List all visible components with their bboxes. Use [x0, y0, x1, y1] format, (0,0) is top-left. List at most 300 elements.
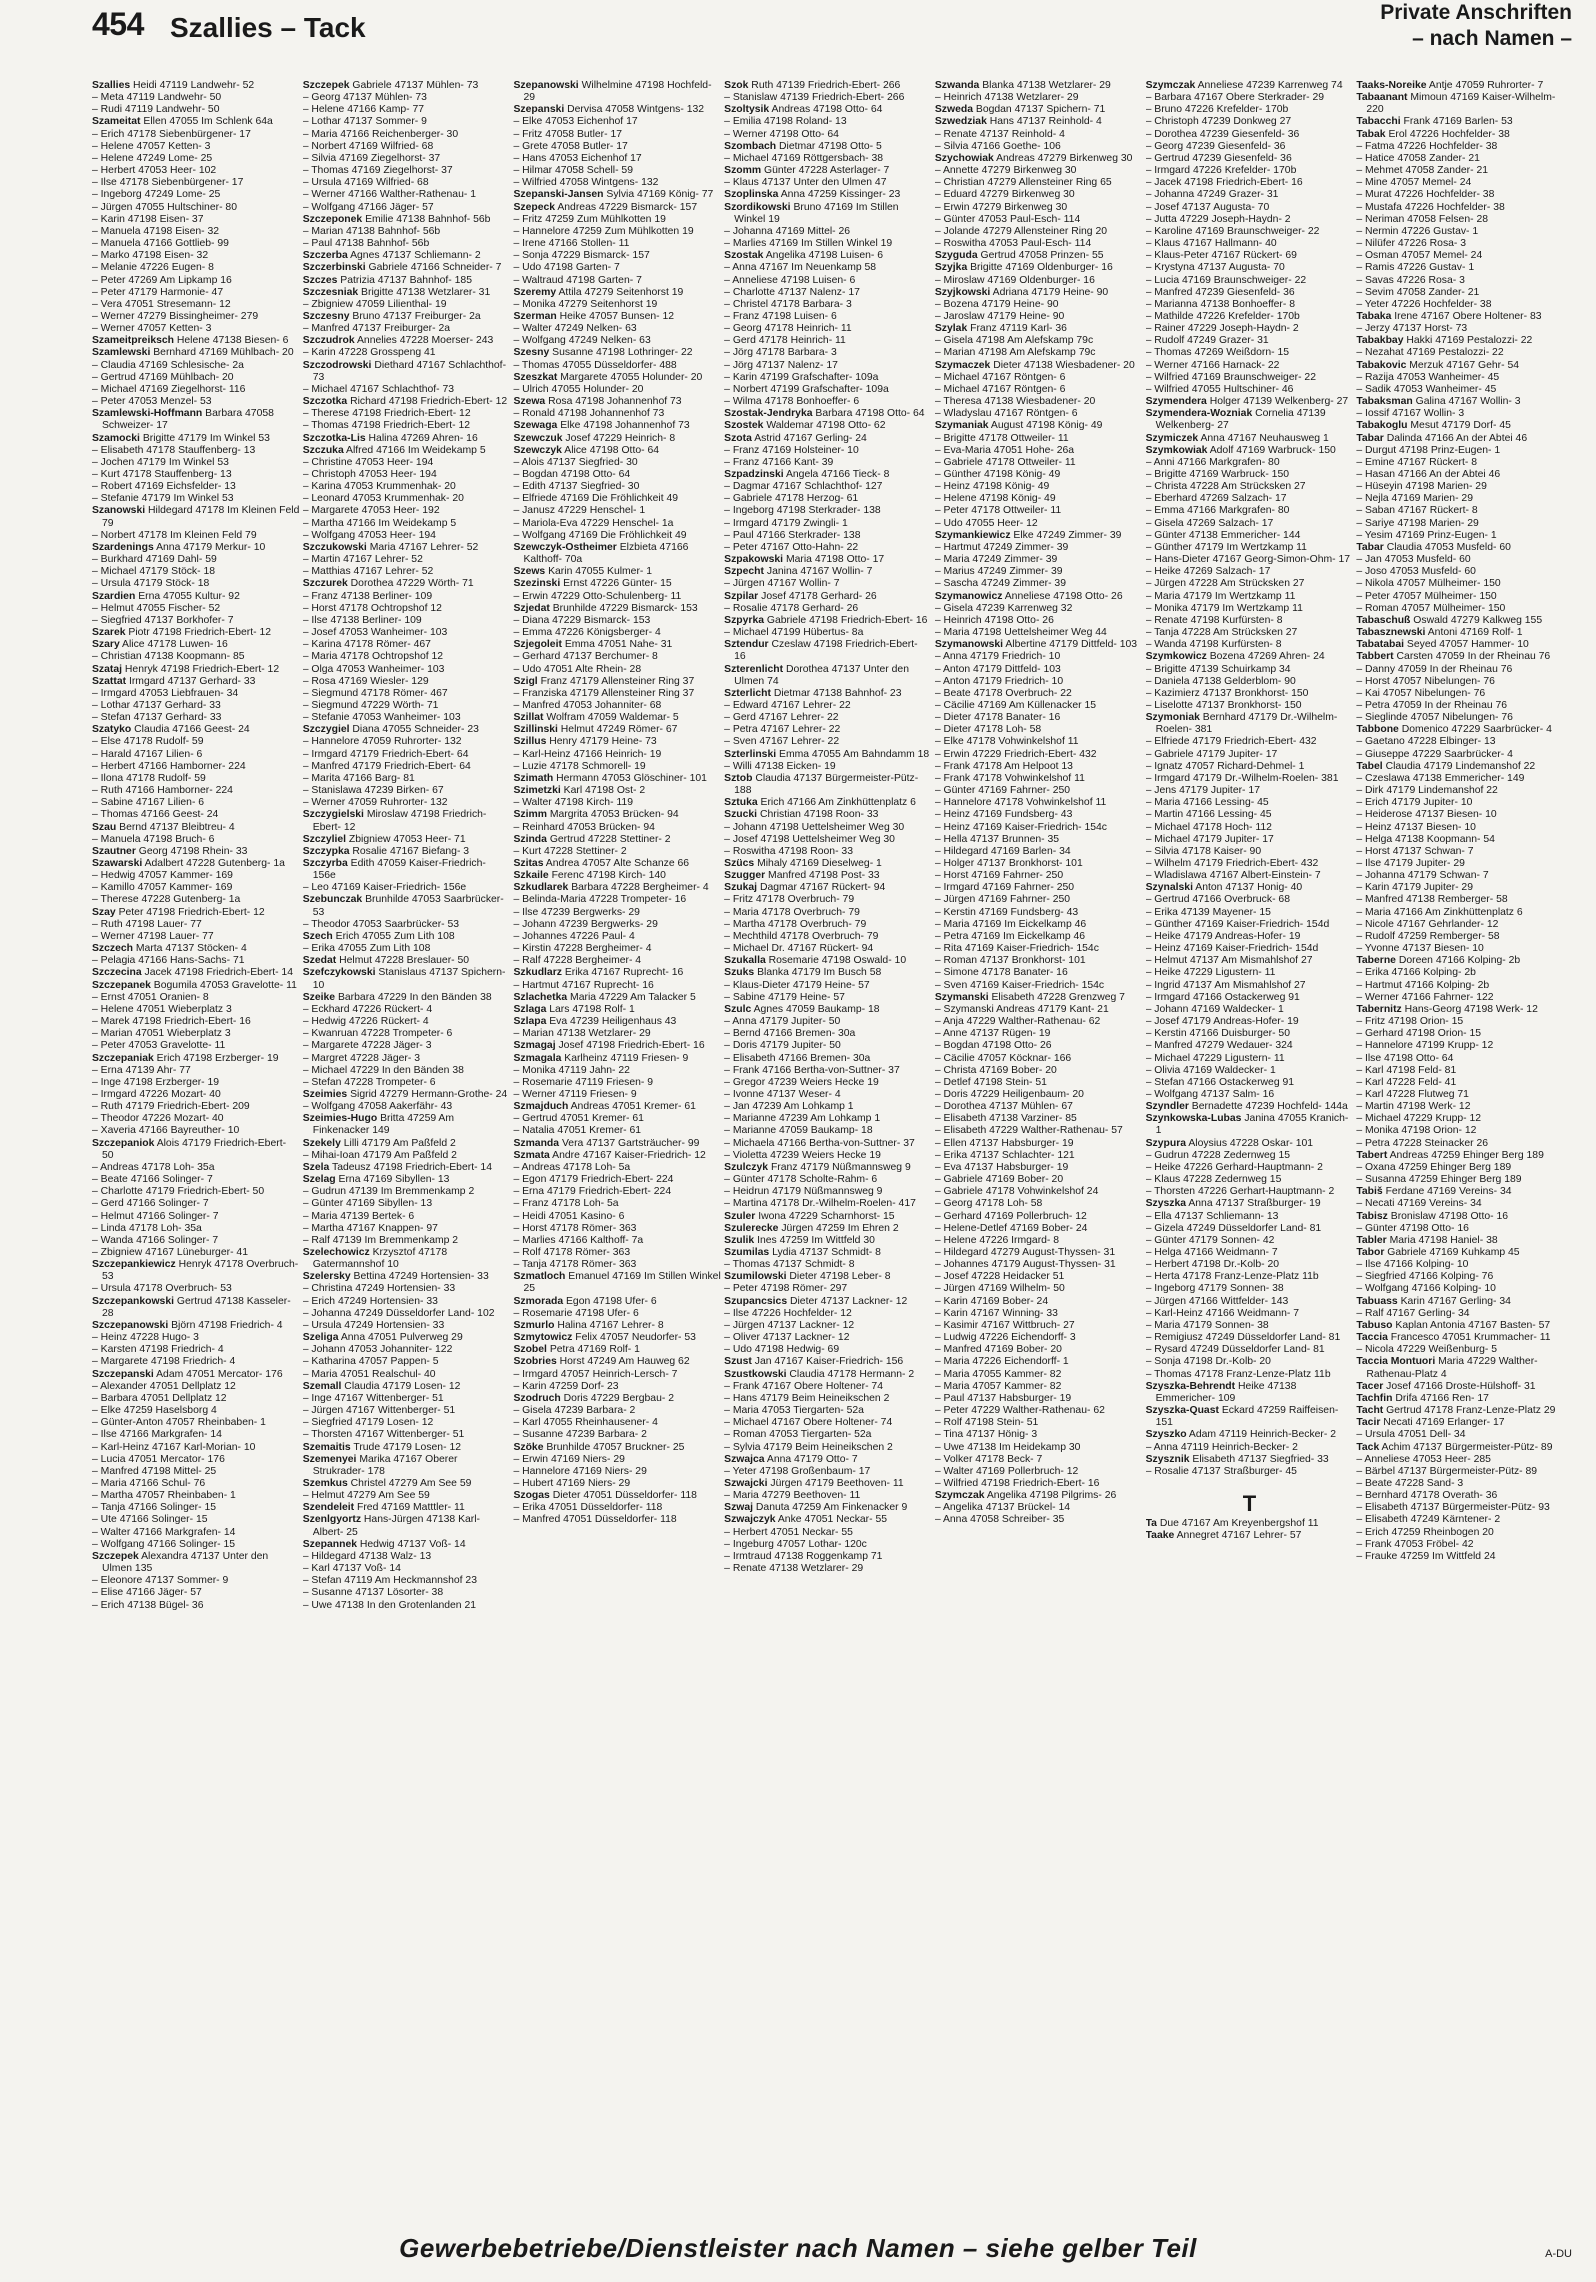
directory-entry: – Karina 47178 Römer- 467 [302, 639, 431, 651]
directory-entry: – Mathilde 47226 Krefelder- 170b [1145, 310, 1300, 322]
surname: Szkudlarz [513, 967, 562, 979]
directory-entry: – Harald 47167 Lilien- 6 [92, 748, 203, 760]
surname: Szendeleit [302, 1502, 355, 1514]
directory-entry: Szmagala Karlheinz 47119 Friesen- 9 [513, 1052, 689, 1064]
directory-entry: – Michael 47167 Röntgen- 6 [934, 371, 1066, 383]
directory-entry: – Karoline 47169 Braunschweiger- 22 [1145, 225, 1320, 237]
directory-entry: Szigl Franz 47179 Allensteiner Ring 37 [513, 675, 695, 687]
directory-entry: Szeimies-Hugo Britta 47259 Am Finkenacker 149 [302, 1113, 455, 1137]
directory-entry: Szeliga Anna 47051 Pulverweg 29 [302, 1332, 463, 1344]
directory-entry: – Brigitte 47169 Warbruck- 150 [1145, 469, 1290, 480]
directory-entry: – Erich 47179 Jupiter- 10 [1356, 797, 1473, 809]
directory-entry: – Fritz 47198 Orion- 15 [1356, 1016, 1464, 1028]
surname: Szypura [1145, 1137, 1187, 1149]
surname: Taake [1145, 1530, 1175, 1542]
directory-entry: – Martin 47198 Werk- 12 [1356, 1101, 1471, 1113]
surname: Szymiczek [1145, 432, 1199, 444]
surname: Szczyrba [302, 858, 348, 869]
surname: Szeremy [513, 286, 557, 298]
surname: Szillinski [513, 724, 558, 736]
directory-entry: Szattat Irmgard 47137 Gerhard- 33 [92, 675, 256, 687]
directory-entry: Szyszka Anna 47137 Straßburger- 19 [1145, 1198, 1321, 1210]
surname: Tabakovic [1356, 359, 1407, 371]
directory-entry: – Christel 47178 Barbara- 3 [724, 298, 852, 310]
directory-entry: – Stanislawa 47239 Birken- 67 [302, 785, 444, 797]
directory-entry: – Rosalie 47137 Straßburger- 45 [1145, 1465, 1297, 1477]
directory-entry: – Beate 47166 Solinger- 7 [92, 1174, 213, 1186]
directory-entry: – Eva-Maria 47051 Hohe- 26a [934, 444, 1075, 456]
directory-entry: – Marian 47138 Bahnhof- 56b [302, 225, 441, 237]
surname: Szattat [92, 675, 127, 687]
surname: Szmata [513, 1149, 550, 1161]
surname: Sztendur [724, 639, 769, 651]
directory-entry: Szkaile Ferenc 47198 Kirch- 140 [513, 870, 666, 882]
directory-entry: Szordikowski Bruno 47169 Im Stillen Winkel 19 [724, 201, 899, 225]
directory-entry: Szyszka-Behrendt Heike 47138 Emmericher- 109 [1145, 1380, 1297, 1404]
directory-entry: Szamocki Brigitte 47179 Im Winkel 53 [92, 432, 270, 444]
surname: Szepanski [513, 104, 565, 116]
directory-entry: Szpadzinski Angela 47166 Tieck- 8 [724, 469, 890, 480]
letter-heading: T [1242, 1490, 1257, 1516]
directory-entry: Szczesny Bruno 47137 Freiburger- 2a [302, 310, 481, 322]
directory-entry: – Horst 47178 Ochtropshof 12 [302, 602, 442, 614]
directory-entry: – Karin 47199 Grafschafter- 109a [724, 371, 879, 383]
directory-entry: – Karin 47167 Winning- 33 [934, 1307, 1058, 1319]
directory-entry: – Mechthild 47178 Overbruch- 79 [724, 930, 879, 942]
directory-entry: – Theresa 47138 Wiesbadener- 20 [934, 396, 1096, 408]
directory-entry: – Beate 47178 Overbruch- 22 [934, 687, 1072, 699]
surname: Szarek [92, 627, 126, 639]
directory-entry: – Johanna 47249 Düsseldorfer Land- 102 [302, 1307, 495, 1319]
directory-entry: – Karl 47137 Voß- 14 [302, 1563, 401, 1575]
directory-entry: – Christoph 47053 Heer- 194 [302, 469, 437, 480]
directory-entry: Szymczak Anneliese 47239 Karrenweg 74 [1145, 80, 1343, 91]
directory-entry: – Paul 47138 Bahnhof- 56b [302, 238, 430, 250]
surname: Szeliga [302, 1332, 339, 1344]
directory-entry: – Maria 47166 Am Zinkhüttenplatz 6 [1356, 906, 1523, 918]
directory-entry: – Siegmund 47229 Wörth- 71 [302, 699, 439, 711]
directory-entry: Szmagaj Josef 47198 Friedrich-Ebert- 16 [513, 1040, 705, 1052]
directory-entry: – Murat 47226 Hochfelder- 38 [1356, 189, 1495, 201]
directory-entry: – Frank 47053 Fröbel- 42 [1356, 1538, 1474, 1550]
directory-entry: – Helga 47166 Weidmann- 7 [1145, 1247, 1278, 1258]
directory-entry: – Oxana 47259 Ehinger Berg 189 [1356, 1161, 1512, 1173]
directory-entry: – Nezahat 47169 Pestalozzi- 22 [1356, 347, 1504, 359]
directory-entry: Szyszko Adam 47119 Heinrich-Becker- 2 [1145, 1429, 1336, 1441]
surname: Szomm [724, 165, 762, 177]
directory-entry: – Wolfgang 47169 Die Fröhlichkeit 49 [513, 529, 687, 541]
directory-entry: Szynalski Anton 47137 Honig- 40 [1145, 882, 1303, 894]
surname: Szczesny [302, 310, 350, 322]
directory-entry: Szary Alice 47178 Luwen- 16 [92, 639, 228, 651]
surname: Szok [724, 80, 749, 91]
directory-entry: – Maria 47139 Bertek- 6 [302, 1210, 415, 1222]
directory-entry: – Ellen 47137 Habsburger- 19 [934, 1137, 1074, 1149]
directory-entry: – Petra 47169 Im Eickelkamp 46 [934, 930, 1086, 942]
surname: Szczerba [302, 250, 348, 262]
directory-entry: Szeike Barbara 47229 In den Bänden 38 [302, 991, 492, 1003]
directory-entry: – Elisabeth 47249 Kärntener- 2 [1356, 1514, 1501, 1526]
surname: Tabert [1356, 1149, 1388, 1161]
surname: Szitas [513, 858, 544, 869]
directory-entry: – Erwin 47229 Friedrich-Ebert- 432 [934, 748, 1097, 760]
directory-entry: Tabaschuß Oswald 47279 Kalkweg 155 [1356, 614, 1543, 626]
directory-entry: – Nicole 47167 Gehrlander- 12 [1356, 918, 1499, 930]
directory-entry: – Christina 47249 Hortensien- 33 [302, 1283, 456, 1295]
directory-entry: – Heidi 47051 Kasino- 6 [513, 1210, 625, 1222]
surname: Szjedat [513, 602, 550, 614]
directory-entry: Szimm Margrita 47053 Brücken- 94 [513, 809, 679, 821]
directory-entry: – Roswitha 47198 Roon- 33 [724, 845, 853, 857]
directory-entry: – Eleonore 47137 Sommer- 9 [92, 1575, 229, 1587]
directory-entry: – Stefanie 47053 Wanheimer- 103 [302, 712, 461, 724]
directory-entry: – Eberhard 47269 Salzach- 17 [1145, 493, 1287, 505]
directory-entry: – Kasimir 47167 Wittbruch- 27 [934, 1319, 1075, 1331]
directory-entry: – Jaroslaw 47179 Heine- 90 [934, 310, 1065, 322]
directory-entry: Szust Jan 47167 Kaiser-Friedrich- 156 [724, 1356, 904, 1368]
directory-entry: – Gisela 47269 Salzach- 17 [1145, 517, 1274, 529]
directory-entry: Tabler Maria 47198 Haniel- 38 [1356, 1234, 1498, 1246]
directory-entry: – Elke 47053 Eichenhof 17 [513, 116, 638, 128]
directory-entry: – Rainer 47229 Joseph-Haydn- 2 [1145, 323, 1299, 335]
directory-entry: Taccia Montuori Maria 47229 Walther-Rathenau-Platz 4 [1356, 1356, 1538, 1380]
surname: Tabasznewski [1356, 627, 1426, 639]
directory-entry: – Martha 47057 Rheinbaben- 1 [92, 1490, 236, 1502]
directory-entry: – Kerstin 47166 Duisburger- 50 [1145, 1028, 1290, 1040]
directory-entry: – Elisabeth 47166 Bremen- 30a [724, 1052, 871, 1064]
directory-entry: – Frank 47167 Obere Holtener- 74 [724, 1380, 883, 1392]
directory-entry: – Ursula 47178 Overbruch- 53 [92, 1283, 232, 1295]
directory-column [303, 80, 514, 2220]
directory-entry: Szucki Christian 47198 Roon- 33 [724, 809, 879, 821]
surname: Tabacchi [1356, 116, 1401, 128]
directory-entry: Szupancsics Dieter 47137 Lackner- 12 [724, 1295, 908, 1307]
surname: Szyjka [934, 262, 968, 274]
directory-entry: – Susanna 47259 Ehinger Berg 189 [1356, 1174, 1522, 1186]
directory-entry: Szczepanski Adam 47051 Mercator- 176 [92, 1368, 283, 1380]
directory-entry: – Natalia 47051 Kremer- 61 [513, 1125, 642, 1137]
directory-entry: – Ilse 47166 Markgrafen- 14 [92, 1429, 222, 1441]
directory-entry: Szymiczek Anna 47167 Neuhausweg 1 [1145, 432, 1329, 444]
directory-entry: – Heinrich 47138 Wetzlarer- 29 [934, 92, 1079, 104]
directory-entry: – Manfred 47137 Freiburger- 2a [302, 323, 451, 335]
directory-entry: Tabaksman Galina 47167 Wollin- 3 [1356, 396, 1521, 408]
directory-entry: – Ronald 47198 Johannenhof 73 [513, 408, 665, 420]
directory-entry: – Elisabeth 47178 Stauffenberg- 13 [92, 444, 256, 456]
directory-entry: – Uwe 47138 Im Heidekamp 30 [934, 1441, 1081, 1453]
directory-entry: Szmanda Vera 47137 Gartsträucher- 99 [513, 1137, 700, 1149]
directory-column [1146, 80, 1357, 2220]
surname: Szczotka-Lis [302, 432, 366, 444]
surname: Tabiš [1356, 1186, 1383, 1198]
directory-entry: – Karin 47179 Jupiter- 29 [1356, 882, 1473, 894]
directory-entry: – Tina 47137 Hönig- 3 [934, 1429, 1038, 1441]
surname: Szczepaniak [92, 1052, 154, 1064]
surname: Szterlinski [724, 748, 777, 760]
directory-entry: Sztob Claudia 47137 Bürgermeister-Pütz- 188 [724, 772, 919, 797]
directory-entry: – Klaus-Peter 47167 Rückert- 69 [1145, 250, 1297, 262]
directory-entry: – Bruno 47226 Krefelder- 170b [1145, 104, 1289, 116]
directory-entry: Szardenings Anna 47179 Merkur- 10 [92, 541, 266, 553]
directory-entry: – Peter 47167 Otto-Hahn- 22 [724, 541, 859, 553]
directory-entry: Szczudrok Annelies 47228 Moerser- 243 [302, 335, 494, 347]
directory-entry: – Helene-Detlef 47169 Bober- 24 [934, 1222, 1088, 1234]
directory-entry: – Maria 47178 Overbruch- 79 [724, 906, 860, 918]
directory-entry: Tabasznewski Antoni 47169 Rolf- 1 [1356, 627, 1523, 639]
directory-entry: – Ilse 47198 Otto- 64 [1356, 1052, 1454, 1064]
directory-entry: – Ingrid 47137 Am Mismahlshof 27 [1145, 979, 1306, 991]
surname: Szameitpreiksch [92, 335, 175, 347]
directory-entry: – Anja 47229 Walther-Rathenau- 62 [934, 1016, 1101, 1028]
surname: Szczodrowski [302, 359, 372, 371]
directory-entry: Szemkus Christel 47279 Am See 59 [302, 1477, 472, 1489]
directory-entry: Szewa Rosa 47198 Johannenhof 73 [513, 396, 682, 408]
directory-entry: – Manfred 47138 Remberger- 58 [1356, 894, 1508, 906]
directory-entry: – Thomas 47269 Weißdorn- 15 [1145, 347, 1290, 359]
directory-entry: Szombach Dietmar 47198 Otto- 5 [724, 140, 882, 152]
directory-entry: – Franz 47198 Luisen- 6 [724, 310, 837, 322]
directory-entry: – Gregor 47239 Weiers Hecke 19 [724, 1076, 879, 1088]
directory-entry: – Martha 47167 Knappen- 97 [302, 1222, 438, 1234]
directory-entry: Szau Bernd 47137 Bleibtreu- 4 [92, 821, 235, 833]
directory-entry: – Marianna 47138 Bonhoeffer- 8 [1145, 298, 1296, 310]
directory-entry: – Wilfried 47058 Wintgens- 132 [513, 177, 659, 189]
surname: Szczepankiewicz [92, 1259, 176, 1271]
page-header [0, 0, 1596, 64]
directory-entry: – Therese 47198 Friedrich-Ebert- 12 [302, 408, 471, 420]
directory-entry: Tacer Josef 47166 Droste-Hülshoff- 31 [1356, 1380, 1536, 1392]
surname: Szynkowska-Lubas [1145, 1113, 1242, 1125]
directory-entry: – Karin 47228 Grosspeng 41 [302, 347, 436, 359]
directory-entry: Szeremy Attila 47279 Seitenhorst 19 [513, 286, 684, 298]
directory-entry: Szczepaniak Erich 47198 Erzberger- 19 [92, 1052, 279, 1064]
directory-entry: Szmurlo Halina 47167 Lehrer- 8 [513, 1319, 664, 1331]
directory-entry: Szendeleit Fred 47169 Matttler- 11 [302, 1502, 465, 1514]
directory-entry: – Helmut 47055 Fischer- 52 [92, 602, 221, 614]
directory-entry: – Erika 47166 Kolping- 2b [1356, 967, 1476, 979]
directory-entry: – Andreas 47178 Loh- 35a [92, 1161, 215, 1173]
directory-entry: – Miroslaw 47169 Oldenburger- 16 [934, 274, 1095, 286]
directory-entry: – Ursula 47169 Wilfried- 68 [302, 177, 429, 189]
directory-entry: – Michael 47178 Hoch- 112 [1145, 821, 1272, 833]
directory-entry: – Hatice 47058 Zander- 21 [1356, 152, 1480, 164]
directory-entry: – Michael 47167 Röntgen- 6 [934, 383, 1066, 395]
directory-entry: – Angelika 47137 Brückel- 14 [934, 1502, 1071, 1514]
directory-entry: – Eva 47137 Habsburger- 19 [934, 1161, 1069, 1173]
directory-entry: – Hüseyin 47198 Marien- 29 [1356, 481, 1487, 493]
directory-entry: – Simone 47178 Banater- 16 [934, 967, 1068, 979]
surname: Szallies [92, 80, 131, 91]
directory-entry: – Elise 47166 Jäger- 57 [92, 1587, 202, 1599]
directory-entry: – Horst 47178 Römer- 363 [513, 1222, 637, 1234]
directory-entry: – Gerhard 47169 Pollerbruch- 12 [934, 1210, 1087, 1222]
surname: Szczudrok [302, 335, 355, 347]
section-title-line1: Private Anschriften [1380, 1, 1572, 24]
surname: Szenlgyortz [302, 1514, 362, 1526]
directory-entry: Szmata Andre 47167 Kaiser-Friedrich- 12 [513, 1149, 706, 1161]
directory-entry: – Uwe 47138 In den Grotenlanden 21 [302, 1599, 477, 1611]
surname: Tabisz [1356, 1210, 1388, 1222]
surname: Szustkowski [724, 1368, 787, 1380]
directory-entry: – Petra 47228 Steinacker 26 [1356, 1137, 1489, 1149]
directory-entry: – Martha 47178 Overbruch- 79 [724, 918, 867, 930]
directory-entry: – Necati 47169 Vereins- 34 [1356, 1198, 1482, 1210]
directory-entry: Szemenyei Marika 47167 Oberer Strukrader- 178 [302, 1453, 458, 1477]
directory-entry: – Ludwig 47226 Eichendorff- 3 [934, 1332, 1076, 1344]
directory-entry: – Wilma 47178 Bonhoeffer- 6 [724, 396, 860, 408]
directory-entry: – Jörg 47178 Barbara- 3 [724, 347, 837, 359]
directory-entry: – Ruth 47179 Friedrich-Ebert- 209 [92, 1101, 250, 1113]
directory-entry: – Karl 47198 Feld- 81 [1356, 1064, 1457, 1076]
directory-entry: – Stefan 47166 Ostackerweg 91 [1145, 1076, 1295, 1088]
directory-entry: Szczecina Jacek 47198 Friedrich-Ebert- 14 [92, 967, 293, 979]
directory-entry: – Irmgard 47166 Ostackerweg 91 [1145, 991, 1300, 1003]
surname: Szary [92, 639, 120, 651]
directory-entry: – Marianne 47059 Baukamp- 18 [724, 1125, 873, 1137]
directory-entry: – Maria 47057 Kammer- 82 [934, 1380, 1062, 1392]
surname: Szlachetka [513, 991, 568, 1003]
surname: Szczurek [302, 578, 348, 590]
directory-entry: – Edward 47167 Lehrer- 22 [724, 699, 851, 711]
surname: Szwajcki [724, 1477, 768, 1489]
directory-entry: – Sieglinde 47057 Nibelungen- 76 [1356, 712, 1513, 724]
directory-entry: – Rosemarie 47198 Ufer- 6 [513, 1307, 639, 1319]
directory-entry: – Manfred 47179 Friedrich-Ebert- 64 [302, 760, 471, 772]
directory-entry: – Hannelore 47169 Niers- 29 [513, 1465, 647, 1477]
directory-entry: Szimetzki Karl 47198 Ost- 2 [513, 785, 646, 797]
surname: Szekely [302, 1137, 341, 1149]
directory-entry: Szymanowicz Anneliese 47198 Otto- 26 [934, 590, 1123, 602]
surname: Szukaj [724, 882, 758, 894]
directory-entry: – Rosemarie 47119 Friesen- 9 [513, 1076, 654, 1088]
directory-entry: Szymaczek Dieter 47138 Wiesbadener- 20 [934, 359, 1135, 371]
directory-entry: – Helmut 47137 Am Mismahlshof 27 [1145, 955, 1313, 967]
directory-entry: Szenlgyortz Hans-Jürgen 47138 Karl-Albert- 25 [302, 1514, 481, 1538]
directory-entry: Tabert Andreas 47259 Ehinger Berg 189 [1356, 1149, 1544, 1161]
directory-entry: – Leonard 47053 Krummenhak- 20 [302, 493, 464, 505]
surname: Szebunczak [302, 894, 363, 906]
directory-entry: Szekely Lilli 47179 Am Paßfeld 2 [302, 1137, 456, 1149]
directory-entry: – Margarete 47198 Friedrich- 4 [92, 1356, 236, 1368]
surname: Szordikowski [724, 201, 791, 213]
directory-entry: Szczyliel Zbigniew 47053 Heer- 71 [302, 833, 466, 845]
directory-entry: Taccia Francesco 47051 Krummacher- 11 [1356, 1332, 1551, 1344]
directory-entry: – Willi 47138 Eicken- 19 [724, 760, 836, 772]
surname: Tabak [1356, 128, 1386, 140]
directory-entry: – Tanja 47166 Solinger- 15 [92, 1502, 217, 1514]
surname: Szczepanski [92, 1368, 154, 1380]
directory-entry: Szterlicht Dietmar 47138 Bahnhof- 23 [724, 687, 902, 699]
directory-entry: – Danny 47059 In der Rheinau 76 [1356, 663, 1513, 675]
directory-entry: – Karin 47198 Eisen- 37 [92, 213, 204, 225]
directory-entry: – Wladyslau 47167 Röntgen- 6 [934, 408, 1078, 420]
directory-entry: Szulc Agnes 47059 Baukamp- 18 [724, 1003, 880, 1015]
directory-entry: – Franz 47138 Berliner- 109 [302, 590, 433, 602]
directory-entry: – Bozena 47179 Heine- 90 [934, 298, 1059, 310]
directory-entry: – Werner 47166 Walther-Rathenau- 1 [302, 189, 476, 201]
directory-entry: – Detlef 47198 Stein- 51 [934, 1076, 1047, 1088]
surname: Szmatloch [513, 1271, 566, 1283]
directory-entry: – Olivia 47169 Waldecker- 1 [1145, 1064, 1276, 1076]
directory-entry: – Tanja 47178 Römer- 363 [513, 1259, 637, 1271]
directory-entry: – Belinda-Maria 47228 Trompeter- 16 [513, 894, 687, 906]
directory-entry: Szczotka Richard 47198 Friedrich-Ebert- 12 [302, 396, 508, 408]
directory-entry: – Siegfried 47179 Losen- 12 [302, 1417, 434, 1429]
directory-entry: – Susanne 47137 Lösorter- 38 [302, 1587, 444, 1599]
directory-entry: – Renate 47138 Wetzlarer- 29 [724, 1563, 864, 1575]
directory-entry: – Ralf 47228 Bergheimer- 4 [513, 955, 642, 967]
directory-entry: – Helene 47226 Irmgard- 8 [934, 1234, 1060, 1246]
directory-entry: – Heinz 47169 Kaiser-Friedrich- 154d [1145, 943, 1319, 955]
directory-entry: – Wolfgang 47249 Nelken- 63 [513, 335, 651, 347]
directory-entry: – Helene 47057 Ketten- 3 [92, 140, 211, 152]
directory-entry: – Karl-Heinz 47166 Weidmann- 7 [1145, 1307, 1300, 1319]
surname: Szczepek [92, 1550, 139, 1562]
directory-entry: Szameitpreiksch Helene 47138 Biesen- 6 [92, 335, 289, 347]
surname: Szemkus [302, 1477, 348, 1489]
directory-entry: Tabor Gabriele 47169 Kuhkamp 45 [1356, 1247, 1520, 1258]
directory-entry: Szepeck Andreas 47229 Bismarck- 157 [513, 201, 698, 213]
directory-column [1356, 80, 1567, 2220]
surname: Szay [92, 906, 116, 918]
directory-entry: – Udo 47198 Hedwig- 69 [724, 1344, 840, 1356]
directory-entry: Szwajcki Jürgen 47179 Beethoven- 11 [724, 1477, 904, 1489]
directory-entry: – Martina 47178 Dr.-Wilhelm-Roelen- 417 [724, 1198, 916, 1210]
directory-entry: – Sabine 47179 Heine- 57 [724, 991, 845, 1003]
directory-entry: Szczotka-Lis Halina 47269 Ahren- 16 [302, 432, 478, 444]
directory-entry: – Elisabeth 47229 Walther-Rathenau- 57 [934, 1125, 1123, 1137]
directory-entry: Szameitat Ellen 47055 Im Schlenk 64a [92, 116, 273, 128]
directory-entry: – Ingeburg 47057 Lothar- 120c [724, 1538, 867, 1550]
directory-entry: – Wilfried 47169 Braunschweiger- 22 [1145, 371, 1316, 383]
footer-note: Gewerbebetriebe/Dienstleister nach Namen – siehe gelber Teil [399, 2233, 1197, 2263]
directory-entry: Szczepankowski Gertrud 47138 Kasseler- 28 [92, 1295, 291, 1319]
directory-entry: Tachfin Drifa 47166 Ren- 17 [1356, 1392, 1489, 1404]
directory-entry: – Marlies 47169 Im Stillen Winkel 19 [724, 238, 893, 250]
directory-entry: – Emilia 47198 Roland- 13 [724, 116, 847, 128]
surname: Szelechowicz [302, 1247, 370, 1258]
surname: Tabakoglu [1356, 420, 1408, 432]
directory-entry: – Horst 47057 Nibelungen- 76 [1356, 675, 1495, 687]
directory-entry: – Georg 47178 Heinrich- 11 [724, 323, 852, 335]
surname: Szychowiak [934, 152, 994, 164]
directory-entry: Tabernitz Hans-Georg 47198 Werk- 12 [1356, 1003, 1538, 1015]
directory-entry: – Rudolf 47249 Grazer- 31 [1145, 335, 1269, 347]
surname: Taberne [1356, 955, 1396, 967]
directory-entry: – Ilse 47179 Jupiter- 29 [1356, 858, 1465, 869]
directory-entry: – Heinrich 47198 Otto- 26 [934, 614, 1054, 626]
directory-entry: – Hannelore 47059 Ruhrorter- 132 [302, 736, 462, 748]
directory-entry: – Edith 47137 Siegfried- 30 [513, 481, 640, 493]
surname: Tabaksman [1356, 396, 1413, 408]
surname: Szillat [513, 712, 544, 724]
directory-entry: Szwajca Anna 47179 Otto- 7 [724, 1453, 858, 1465]
directory-entry: – Helmut 47279 Am See 59 [302, 1490, 430, 1502]
surname: Tabaschuß [1356, 614, 1411, 626]
directory-entry: – Silvia 47169 Ziegelhorst- 37 [302, 152, 441, 164]
directory-entry: – Frank 47178 Am Helpoot 13 [934, 760, 1073, 772]
surname: Szymoniak [1145, 712, 1200, 724]
directory-entry: Szychowiak Andreas 47279 Birkenweg 30 [934, 152, 1133, 164]
directory-entry: – Grete 47058 Butler- 17 [513, 140, 628, 152]
directory-entry: – Oliver 47137 Lackner- 12 [724, 1332, 850, 1344]
directory-entry: – Klaus 47228 Zedernweg 15 [1145, 1174, 1282, 1186]
directory-entry: – Margret 47228 Jäger- 3 [302, 1052, 420, 1064]
directory-entry: – Hildegard 47138 Walz- 13 [302, 1550, 432, 1562]
directory-entry: – Yeter 47198 Großenbaum- 17 [724, 1465, 871, 1477]
directory-entry: – Johann 47198 Uettelsheimer Weg 30 [724, 821, 905, 833]
surname: Tabaka [1356, 310, 1392, 322]
